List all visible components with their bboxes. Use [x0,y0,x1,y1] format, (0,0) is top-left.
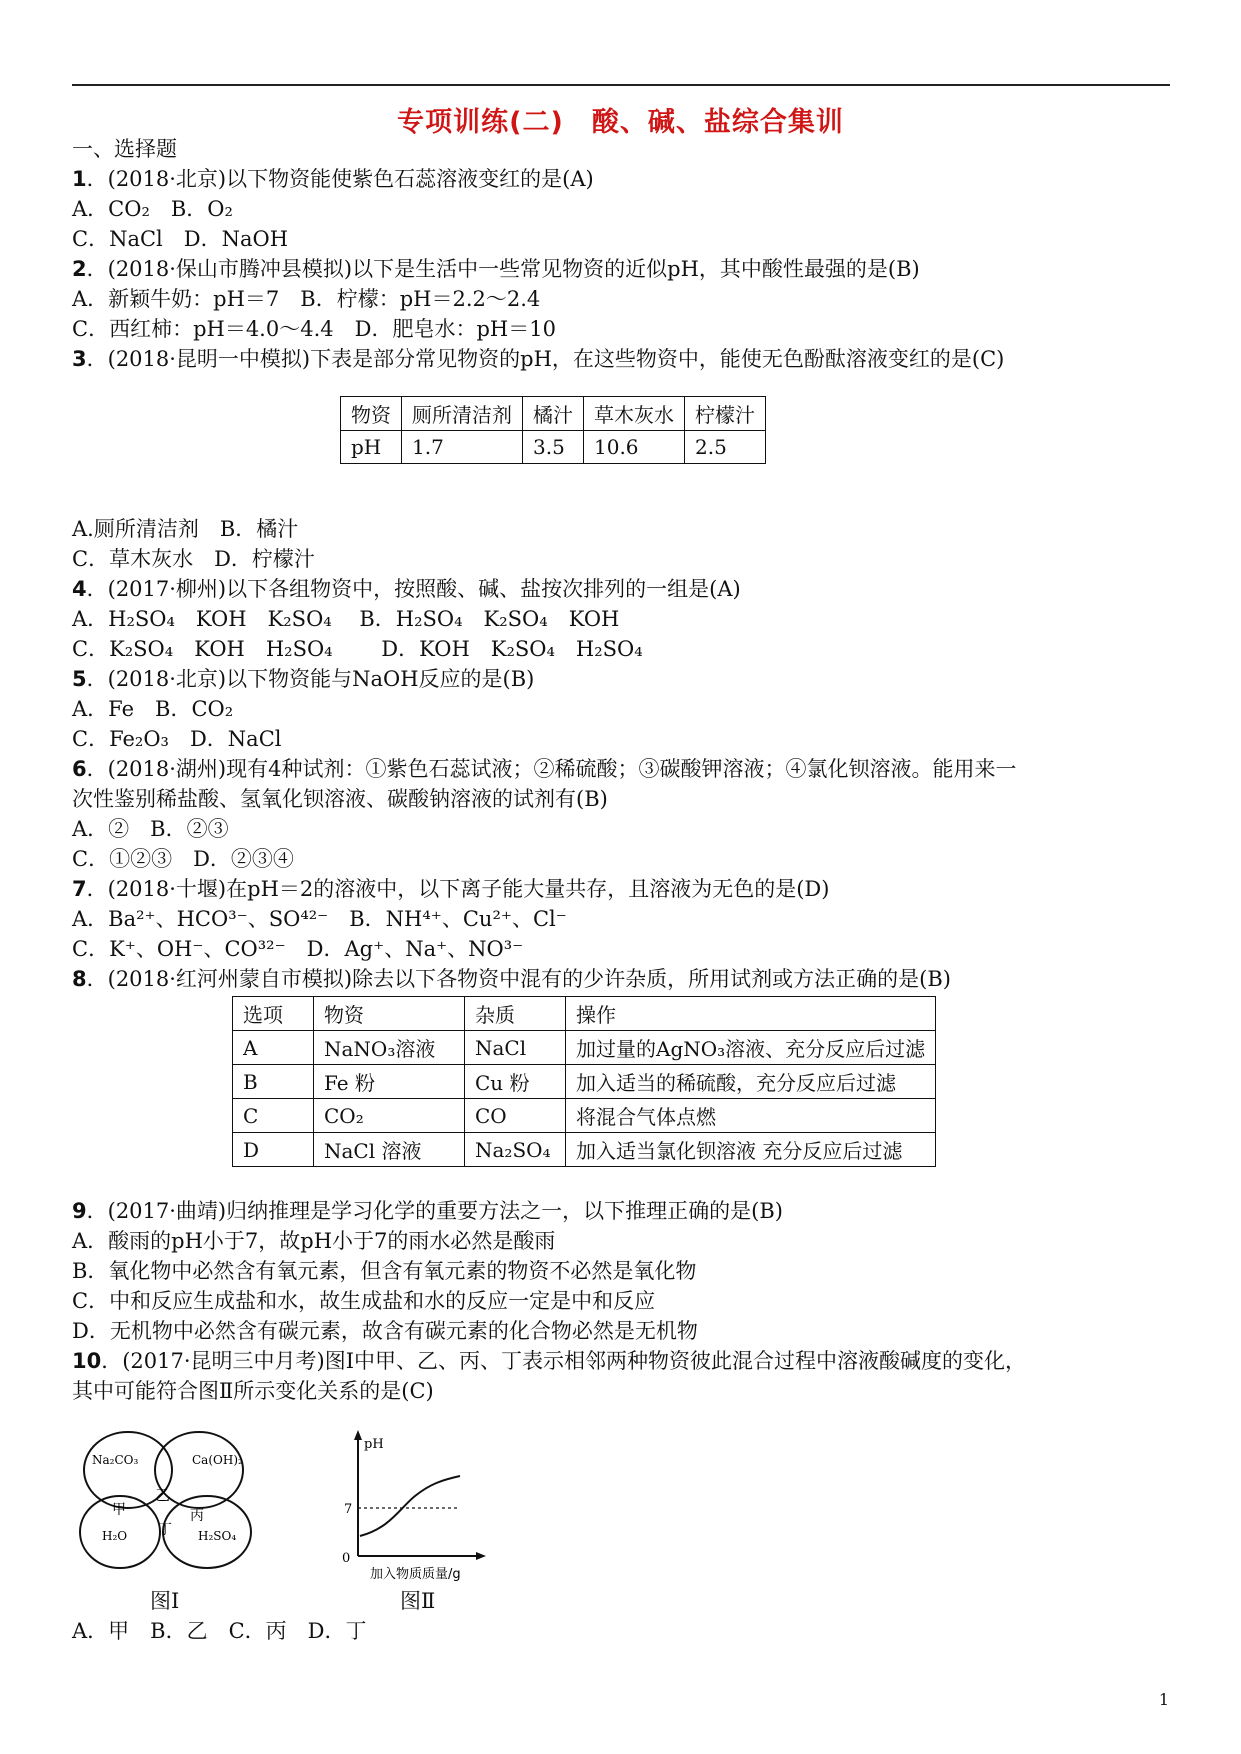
q4-options-ab: A．H₂SO₄ KOH K₂SO₄ B．H₂SO₄ K₂SO₄ KOH [72,607,620,631]
q5-options-cd: C．Fe₂O₃ D．NaCl [72,727,282,751]
x-axis-label: 加入物质质量/g [370,1567,461,1582]
page-title: 专项训练(二) 酸、碱、盐综合集训 [397,107,844,138]
table-row [341,431,766,464]
q1-options-cd: C．NaCl D．NaOH [72,227,289,251]
q10-options: A．甲 B．乙 C．丙 D．丁 [72,1619,367,1643]
figure-1-venn [72,1422,272,1572]
label-na2co3: Na₂CO₃ [92,1453,139,1467]
q6-options-ab: A．② B．②③ [72,817,229,841]
q3-options-ab: A.厕所清洁剂 B．橘汁 [72,517,299,541]
label-bing: 丙 [190,1508,204,1524]
table-cell: 橘汁 [523,397,584,431]
ph-curve [360,1476,460,1536]
table-cell: 物资 [341,397,402,431]
table-row [233,1031,936,1065]
q2-options-ab: A．新颖牛奶：pH＝7 B．柠檬：pH＝2.2～2.4 [72,287,541,311]
question-7: 7．(2018·十堰)在pH＝2的溶液中，以下离子能大量共存，且溶液为无色的是(D) [72,877,830,901]
table-cell: 草木灰水 [584,397,685,431]
q9-option-b: B．氧化物中必然含有氧元素，但含有氧元素的物资不必然是氧化物 [72,1259,697,1283]
label-ding: 丁 [158,1522,172,1538]
table-cell: 选项 [233,997,314,1031]
figure-1-caption: 图Ⅰ [150,1589,180,1613]
figure-2-caption: 图Ⅱ [400,1589,436,1613]
table-cell: 1.7 [402,431,523,464]
table-cell: 10.6 [584,431,685,464]
table-cell: 将混合气体点燃 [566,1099,936,1133]
label-yi: 乙 [155,1486,171,1504]
question-6-cont: 次性鉴别稀盐酸、氢氧化钡溶液、碳酸钠溶液的试剂有(B) [72,787,608,811]
q5-options-ab: A．Fe B．CO₂ [72,697,234,721]
question-10: 10．(2017·昆明三中月考)图Ⅰ中甲、乙、丙、丁表示相邻两种物资彼此混合过程中溶液酸碱度的变化， [72,1349,1027,1373]
table-cell: 厕所清洁剂 [402,397,523,431]
q7-options-cd: C．K⁺、OH⁻、CO³²⁻ D．Ag⁺、Na⁺、NO³⁻ [72,937,524,961]
figure-2-ph-graph [330,1428,500,1588]
question-3: 3．(2018·昆明一中模拟)下表是部分常见物资的pH，在这些物资中，能使无色酚酞溶液变红的是(C) [72,347,1005,371]
y-axis-label: pH [364,1437,384,1452]
q1-options-ab: A．CO₂ B．O₂ [72,197,233,221]
q4-options-cd: C．K₂SO₄ KOH H₂SO₄ D．KOH K₂SO₄ H₂SO₄ [72,637,643,661]
table-cell: Na₂SO₄ [465,1133,566,1167]
question-8: 8．(2018·红河州蒙自市模拟)除去以下各物资中混有的少许杂质，所用试剂或方法正确的是(B) [72,967,951,991]
table-cell: 加入适当的稀硫酸，充分反应后过滤 [566,1065,936,1099]
table-cell: 2.5 [685,431,766,464]
y-axis-arrow [354,1430,362,1440]
question-10-cont: 其中可能符合图Ⅱ所示变化关系的是(C) [72,1379,434,1403]
header-rule [72,84,1170,86]
table-cell: Cu 粉 [465,1065,566,1099]
section-heading: 一、选择题 [72,137,177,161]
table-cell: A [233,1031,314,1065]
table-cell: C [233,1099,314,1133]
table-cell: CO₂ [314,1099,465,1133]
table-cell: D [233,1133,314,1167]
table-cell: 杂质 [465,997,566,1031]
table-cell: pH [341,431,402,464]
table-cell: 3.5 [523,431,584,464]
table-cell: 柠檬汁 [685,397,766,431]
q3-options-cd: C．草木灰水 D．柠檬汁 [72,547,315,571]
table-cell: CO [465,1099,566,1133]
table-cell: B [233,1065,314,1099]
table-cell: 加过量的AgNO₃溶液、充分反应后过滤 [566,1031,936,1065]
question-1: 1．(2018·北京)以下物资能使紫色石蕊溶液变红的是(A) [72,167,594,191]
q8-options-table [232,996,936,1167]
label-h2so4: H₂SO₄ [198,1529,237,1543]
origin-label: 0 [342,1551,351,1566]
question-2: 2．(2018·保山市腾冲县模拟)以下是生活中一些常见物资的近似pH，其中酸性最强的是(B) [72,257,920,281]
label-h2o: H₂O [102,1529,128,1543]
table-cell: NaCl [465,1031,566,1065]
table-row [233,1133,936,1167]
label-caoh2: Ca(OH)₂ [192,1453,243,1467]
q9-option-a: A．酸雨的pH小于7，故pH小于7的雨水必然是酸雨 [72,1229,556,1253]
q6-options-cd: C．①②③ D．②③④ [72,847,294,871]
question-9: 9．(2017·曲靖)归纳推理是学习化学的重要方法之一，以下推理正确的是(B) [72,1199,783,1223]
table-cell: 物资 [314,997,465,1031]
y-tick-7: 7 [344,1502,353,1517]
table-cell: 操作 [566,997,936,1031]
q9-option-d: D．无机物中必然含有碳元素，故含有碳元素的化合物必然是无机物 [72,1319,698,1343]
table-cell: NaNO₃溶液 [314,1031,465,1065]
question-4: 4．(2017·柳州)以下各组物资中，按照酸、碱、盐按次排列的一组是(A) [72,577,741,601]
table-row [233,997,936,1031]
question-6: 6．(2018·湖州)现有4种试剂：①紫色石蕊试液；②稀硫酸；③碳酸钾溶液；④氯化钡溶液。能用来一 [72,757,1017,781]
table-cell: Fe 粉 [314,1065,465,1099]
page-number: 1 [1158,1690,1169,1709]
table-row [341,397,766,431]
label-jia: 甲 [112,1502,126,1518]
table-cell: 加入适当氯化钡溶液 充分反应后过滤 [566,1133,936,1167]
q2-options-cd: C．西红柿：pH＝4.0～4.4 D．肥皂水：pH＝10 [72,317,556,341]
q9-option-c: C．中和反应生成盐和水，故生成盐和水的反应一定是中和反应 [72,1289,656,1313]
table-row [233,1065,936,1099]
table-cell: NaCl 溶液 [314,1133,465,1167]
table-row [233,1099,936,1133]
q7-options-ab: A．Ba²⁺、HCO³⁻、SO⁴²⁻ B．NH⁴⁺、Cu²⁺、Cl⁻ [72,907,567,931]
q3-ph-table [340,396,766,464]
question-5: 5．(2018·北京)以下物资能与NaOH反应的是(B) [72,667,535,691]
x-axis-arrow [476,1552,486,1560]
